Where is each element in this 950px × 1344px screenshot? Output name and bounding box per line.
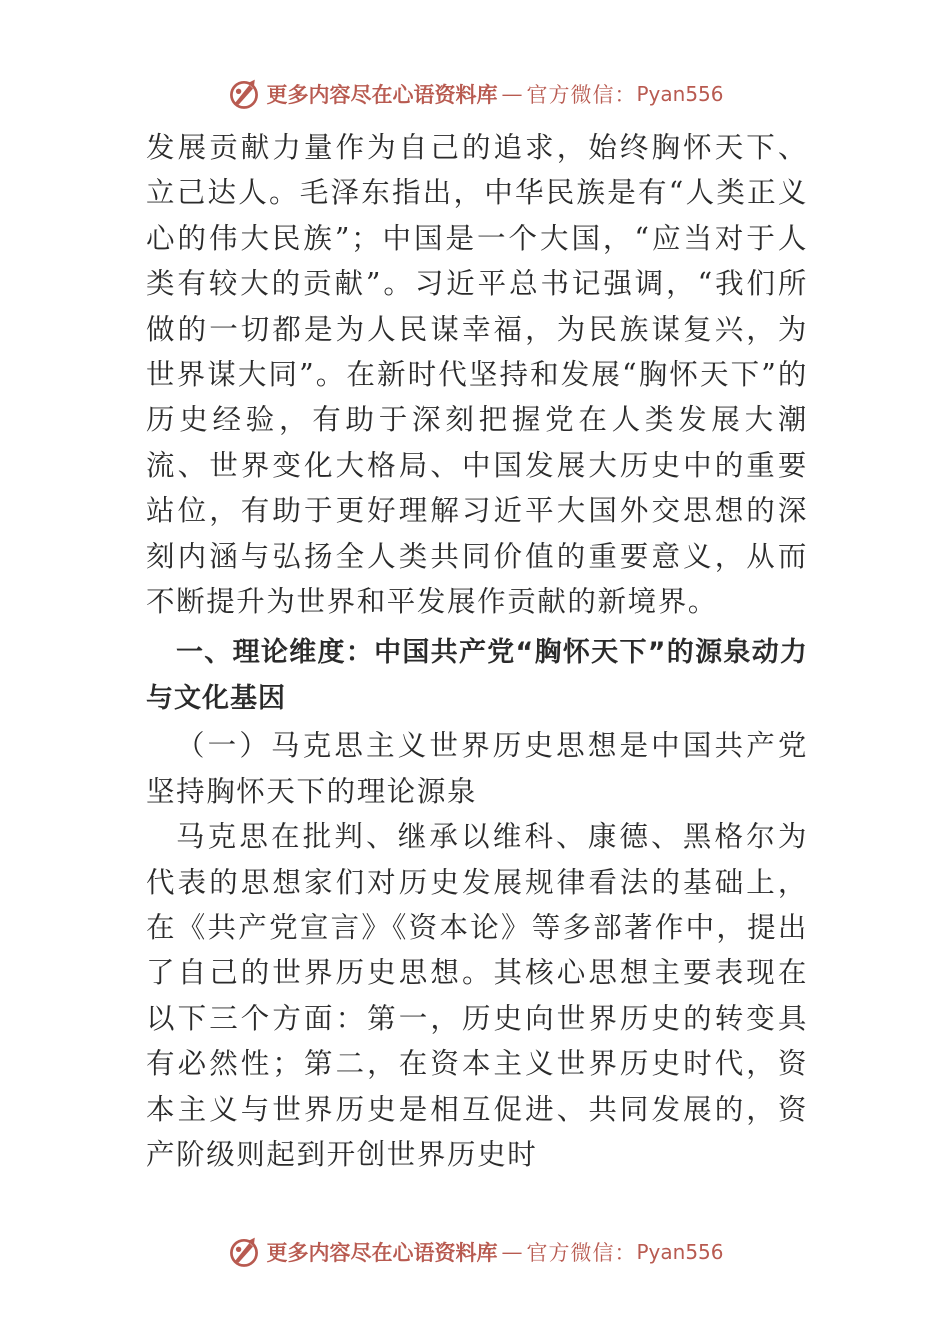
watermark-label: 官方微信： <box>526 1241 637 1265</box>
watermark-header <box>0 74 950 114</box>
watermark-wechat-id: Pyan556 <box>636 1240 724 1264</box>
paragraph: 发展贡献力量作为自己的追求，始终胸怀天下、立己达人。毛泽东指出，中华民族是有“人类正义心的伟大民族”；中国是一个大国，“应当对于人类有较大的贡献”。习近平总书记强调，“我们所做的一切都是为人民谋幸福，为民族谋复兴，为世界谋大同”。在新时代坚持和发展“胸怀天下”的历史经验，有助于深刻把握党在人类发展大潮流、世界变化大格局、中国发展大历史中的重要站位，有助于更好理解习近平大国外交思想的深刻内涵与弘扬全人类共同价值的重要意义，从而不断提升为世界和平发展作贡献的新境界。 <box>146 131 808 619</box>
watermark-title: 更多内容尽在心语资料库 <box>266 82 498 107</box>
logo-icon <box>226 1234 262 1270</box>
watermark-title: 更多内容尽在心语资料库 <box>266 1240 498 1265</box>
watermark-label: 官方微信： <box>526 83 637 107</box>
watermark-footer <box>0 1232 950 1272</box>
section-heading: 一、理论维度：中国共产党“胸怀天下”的源泉动力与文化基因 <box>146 637 808 714</box>
watermark-separator: — <box>501 1240 523 1264</box>
document-body <box>146 125 808 1177</box>
paragraph: 马克思在批判、继承以维科、康德、黑格尔为代表的思想家们对历史发展规律看法的基础上，在《共产党宣言》《资本论》等多部著作中，提出了自己的世界历史思想。其核心思想主要表现在以下三个方面：第一，历史向世界历史的转变具有必然性；第二，在资本主义世界历史时代，资本主义与世界历史是相互促进、共同发展的，资产阶级则起到开创世界历史时 <box>146 820 808 1171</box>
logo-icon <box>226 76 262 112</box>
watermark-wechat-id: Pyan556 <box>636 82 724 106</box>
watermark-separator: — <box>501 82 523 106</box>
subsection-heading: （一）马克思主义世界历史思想是中国共产党坚持胸怀天下的理论源泉 <box>146 729 808 808</box>
